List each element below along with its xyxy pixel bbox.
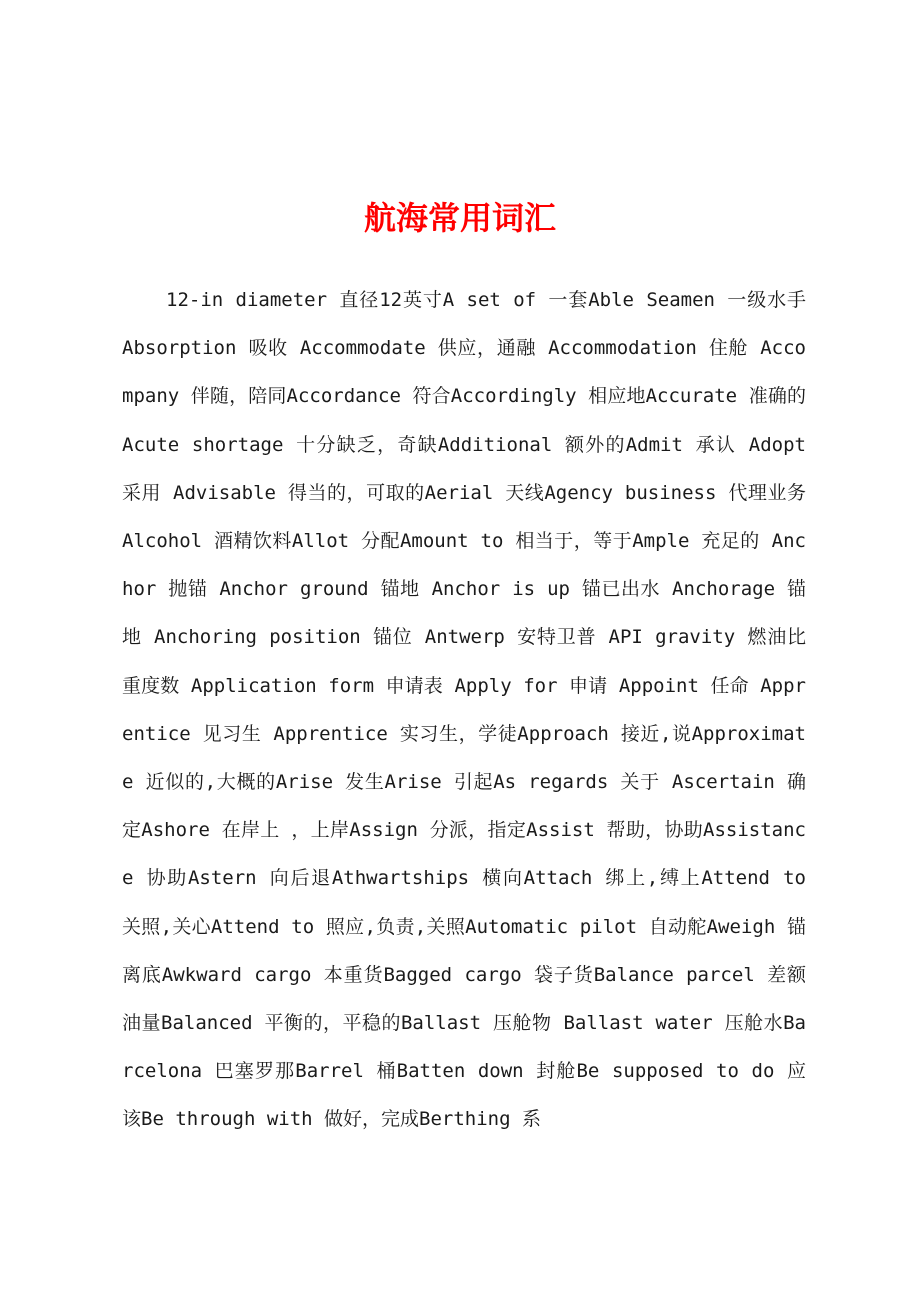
vocabulary-paragraph: 12-in diameter 直径12英寸A set of 一套Able Seamen 一级水手 Absorption 吸收 Accommodate 供应，通融 Accommodation 住舱 Accompany 伴随，陪同Accordance 符合Accordingly 相应地Accurate 准确的Acute shortage 十分缺乏，奇缺Additional 额外的Admit 承认 Adopt 采用 Advisable 得当的，可取的Aerial 天线Agency business 代理业务Alcohol 酒精饮料Allot 分配Amount to 相当于，等于Ample 充足的 Anchor 抛锚 Anchor ground 锚地 Anchor is up 锚已出水 Anchorage 锚地 Anchoring position 锚位 Antwerp 安特卫普 API gravity 燃油比重度数 Application form 申请表 Apply for 申请 Appoint 任命 Apprentice 见习生 Apprentice 实习生，学徒Approach 接近,说Approximate 近似的,大概的Arise 发生Arise 引起As regards 关于 Ascertain 确定Ashore 在岸上 ，上岸Assign 分派，指定Assist 帮助，协助Assistance 协助Astern 向后退Athwartships 横向Attach 绑上,缚上Attend to 关照,关心Attend to 照应,负责,关照Automatic pilot 自动舵Aweigh 锚离底Awkward cargo 本重货Bagged cargo 袋子货Balance parcel 差额油量Balanced 平衡的，平稳的Ballast 压舱物 Ballast water 压舱水Barcelona 巴塞罗那Barrel 桶Batten down 封舱Be supposed to do 应该Be through with 做好，完成Berthing 系 — [122, 289, 806, 1131]
document-title: 航海常用词汇 — [363, 199, 556, 237]
